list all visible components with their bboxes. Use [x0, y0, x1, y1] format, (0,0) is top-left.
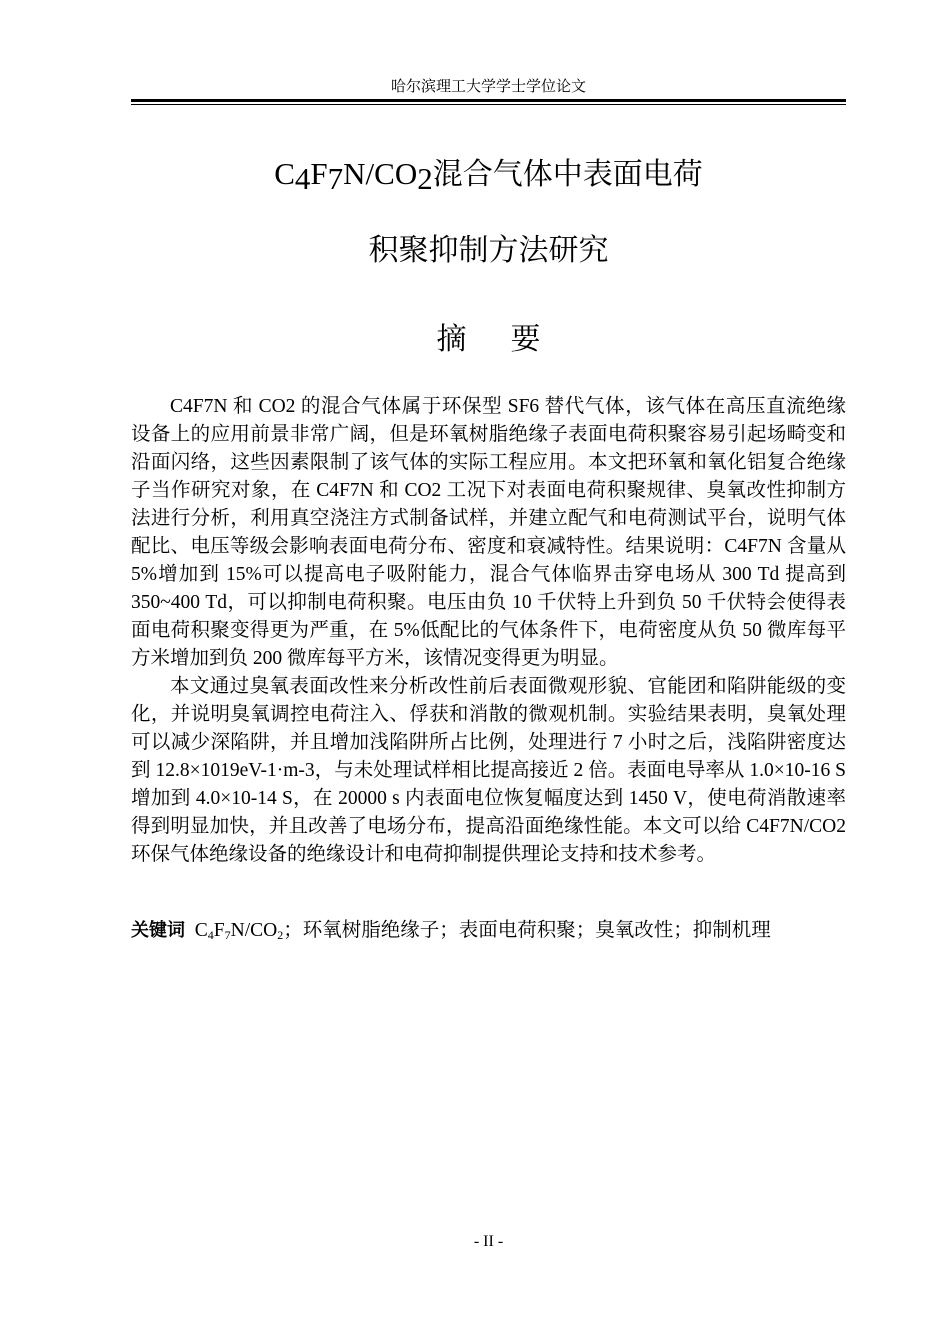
title-formula-c: C — [274, 156, 295, 191]
keyword-formula-f: F — [213, 920, 225, 941]
page-number: - II - — [473, 1233, 504, 1250]
running-header: 哈尔滨理工大学学士学位论文 — [390, 79, 586, 95]
abstract-heading-char-1: 摘 — [436, 322, 467, 357]
keyword-formula-sub-4: 4 — [207, 928, 214, 942]
thesis-title-line-1 — [131, 156, 846, 196]
abstract-heading — [131, 322, 846, 358]
thesis-title-line-2: 积聚抑制方法研究 — [368, 233, 609, 268]
abstract-body — [131, 393, 846, 869]
abstract-paragraph-2: 本文通过臭氧表面改性来分析改性前后表面微观形貌、官能团和陷阱能级的变化，并说明臭氧调控电荷注入、俘获和消散的微观机制。实验结果表明，臭氧处理可以减少深陷阱，并且增加浅陷阱所占比例，处理进行 7 小时之后，浅陷阱密度达到 12.8×1019eV-1·m-3，与未处理试样相比提高接近 2 倍。表面电导率从 1.0×10-16 S 增加到 4.0×10-14 S，在 20000 s 内表面电位恢复幅度达到 1450 V，使电荷消散速率得到明显加快，并且改善了电场分布，提高沿面绝缘性能。本文可以给 C4F7N/CO2 环保气体绝缘设备的绝缘设计和电荷抑制提供理论支持和技术参考。 — [131, 676, 846, 865]
title-formula-nco: N/CO — [343, 156, 418, 191]
title-formula-f: F — [310, 156, 328, 191]
keyword-formula-sub-7: 7 — [224, 928, 231, 942]
title-line-1-text: 混合气体中表面电荷 — [432, 157, 703, 192]
header-rule-thick — [131, 99, 846, 102]
header-rule-thin — [131, 104, 846, 105]
keyword-formula-c: C — [194, 920, 208, 941]
keyword-formula-nco: N/CO — [230, 920, 278, 941]
keywords-line — [131, 917, 846, 945]
abstract-paragraph-1: C4F7N 和 CO2 的混合气体属于环保型 SF6 替代气体，该气体在高压直流绝缘设备上的应用前景非常广阔，但是环氧树脂绝缘子表面电荷积聚容易引起场畸变和沿面闪络，这些因素限制了该气体的实际工程应用。本文把环氧和氧化铝复合绝缘子当作研究对象，在 C4F7N 和 CO2 工况下对表面电荷积聚规律、臭氧改性抑制方法进行分析，利用真空浇注方式制备试样，并建立配气和电荷测试平台，说明气体配比、电压等级会影响表面电荷分布、密度和衰减特性。结果说明：C4F7N 含量从 5%增加到 15%可以提高电子吸附能力，混合气体临界击穿电场从 300 Td 提高到 350~400 Td，可以抑制电荷积聚。电压由负 10 千伏特上升到负 50 千伏特会使得表面电荷积聚变得更为严重，在 5%低配比的气体条件下，电荷密度从负 50 微库每平方米增加到负 200 微库每平方米，该情况变得更为明显。 — [131, 396, 846, 669]
keywords-label: 关键词 — [131, 920, 185, 941]
title-formula-sub-4: 4 — [294, 161, 311, 196]
title-formula-sub-2: 2 — [417, 161, 433, 196]
keywords-list: ；环氧树脂绝缘子；表面电荷积聚；臭氧改性；抑制机理 — [283, 920, 771, 941]
abstract-heading-char-2: 要 — [510, 322, 541, 357]
title-formula-sub-7: 7 — [327, 161, 344, 196]
keyword-formula-sub-2: 2 — [277, 928, 284, 942]
